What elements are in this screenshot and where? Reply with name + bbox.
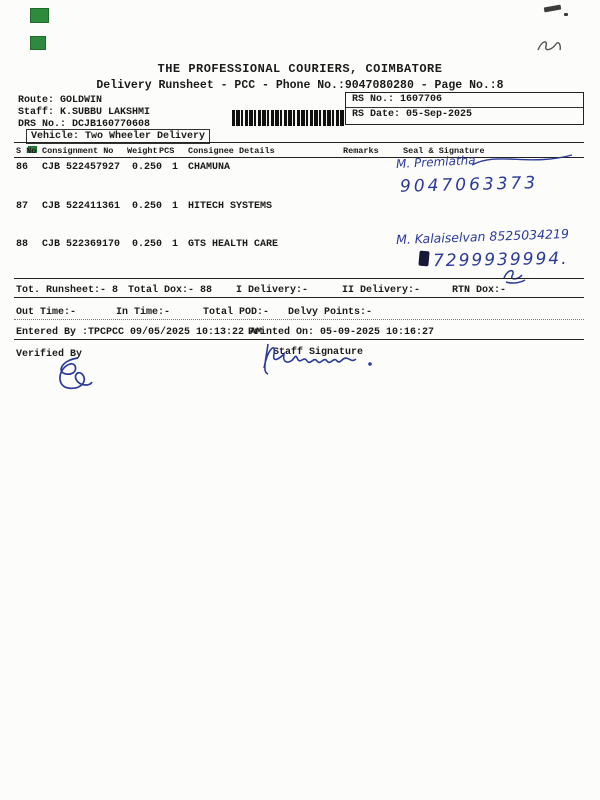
in-time: In Time:- [116,307,171,318]
cell-pcs: 1 [172,239,179,250]
cell-sno: 88 [16,239,29,250]
drs-no-line: DRS No.: DCJB160770608 [18,119,151,130]
col-header-sno: S No [16,146,37,156]
seal-phone-handwriting: 9047063373 [399,173,539,197]
cell-pcs: 1 [172,201,179,212]
rs-info-box [345,92,584,125]
cell-consignee: GTS HEALTH CARE [188,239,279,250]
entered-by: Entered By :TPCPCC 09/05/2025 10:13:22 AM [16,327,263,338]
cell-consignee: HITECH SYSTEMS [188,201,273,212]
col-header-remarks: Remarks [343,146,379,156]
signature-scribble [500,266,530,286]
divider [14,319,584,320]
total-pod: Total POD:- [203,307,270,318]
col-header-consignee: Consignee Details [188,146,275,156]
col-header-seal: Seal & Signature [403,146,485,156]
cell-weight: 0.250 [132,162,163,173]
scan-scribble [534,36,564,56]
route-line: Route: GOLDWIN [18,95,103,106]
page-title: THE PROFESSIONAL COURIERS, COIMBATORE [157,62,443,76]
cell-weight: 0.250 [132,239,163,250]
rtn-dox: RTN Dox:- [452,285,507,296]
i-delivery: I Delivery:- [236,285,309,296]
divider [14,142,584,143]
seal-signature-handwriting: M. Kalaiselvan 8525034219 [395,225,570,248]
total-runsheet: Tot. Runsheet:- 8 [16,285,119,296]
cell-weight: 0.250 [132,201,163,212]
cell-consignment-no: CJB 522369170 [42,239,121,250]
vehicle-line: Vehicle: Two Wheeler Delivery [26,129,210,144]
seal-phone-handwriting: 7299939994. [432,248,569,272]
ink-blot [418,251,429,267]
rs-number: RS No.: 1607706 [352,94,443,105]
verified-by-signature-scribble [48,352,94,396]
out-time: Out Time:- [16,307,77,318]
cell-pcs: 1 [172,162,179,173]
verified-by-label: Verified By [16,349,83,360]
col-header-consignment: Consignment No [42,146,114,156]
staff-signature-label: Staff Signature [273,347,364,358]
divider [14,278,584,279]
page-subtitle: Delivery Runsheet - PCC - Phone No.:9047080280 - Page No.:8 [96,79,504,92]
cell-consignee: CHAMUNA [188,162,231,173]
cell-consignment-no: CJB 522411361 [42,201,121,212]
scan-smudge [544,5,562,13]
delvy-points: Delvy Points:- [288,307,373,318]
cell-sno: 87 [16,201,29,212]
cell-sno: 86 [16,162,29,173]
cell-consignment-no: CJB 522457927 [42,162,121,173]
seal-signature-handwriting: M. Premlatha [395,152,476,172]
scan-smudge [564,13,568,16]
total-dox: Total Dox:- 88 [128,285,213,296]
col-header-weight: Weight [127,146,158,156]
divider [346,107,583,108]
divider [14,297,584,298]
green-stamp-mark [30,36,46,50]
ii-delivery: II Delivery:- [342,285,421,296]
printed-on: Printed On: 05-09-2025 10:16:27 [248,327,435,338]
col-header-pcs: PCS [159,146,175,156]
staff-signature-scribble [258,334,378,378]
barcode [232,110,345,126]
signature-flourish [468,149,580,171]
staff-line: Staff: K.SUBBU LAKSHMI [18,107,151,118]
green-stamp-mark [30,8,49,23]
rs-date: RS Date: 05-Sep-2025 [352,109,473,120]
